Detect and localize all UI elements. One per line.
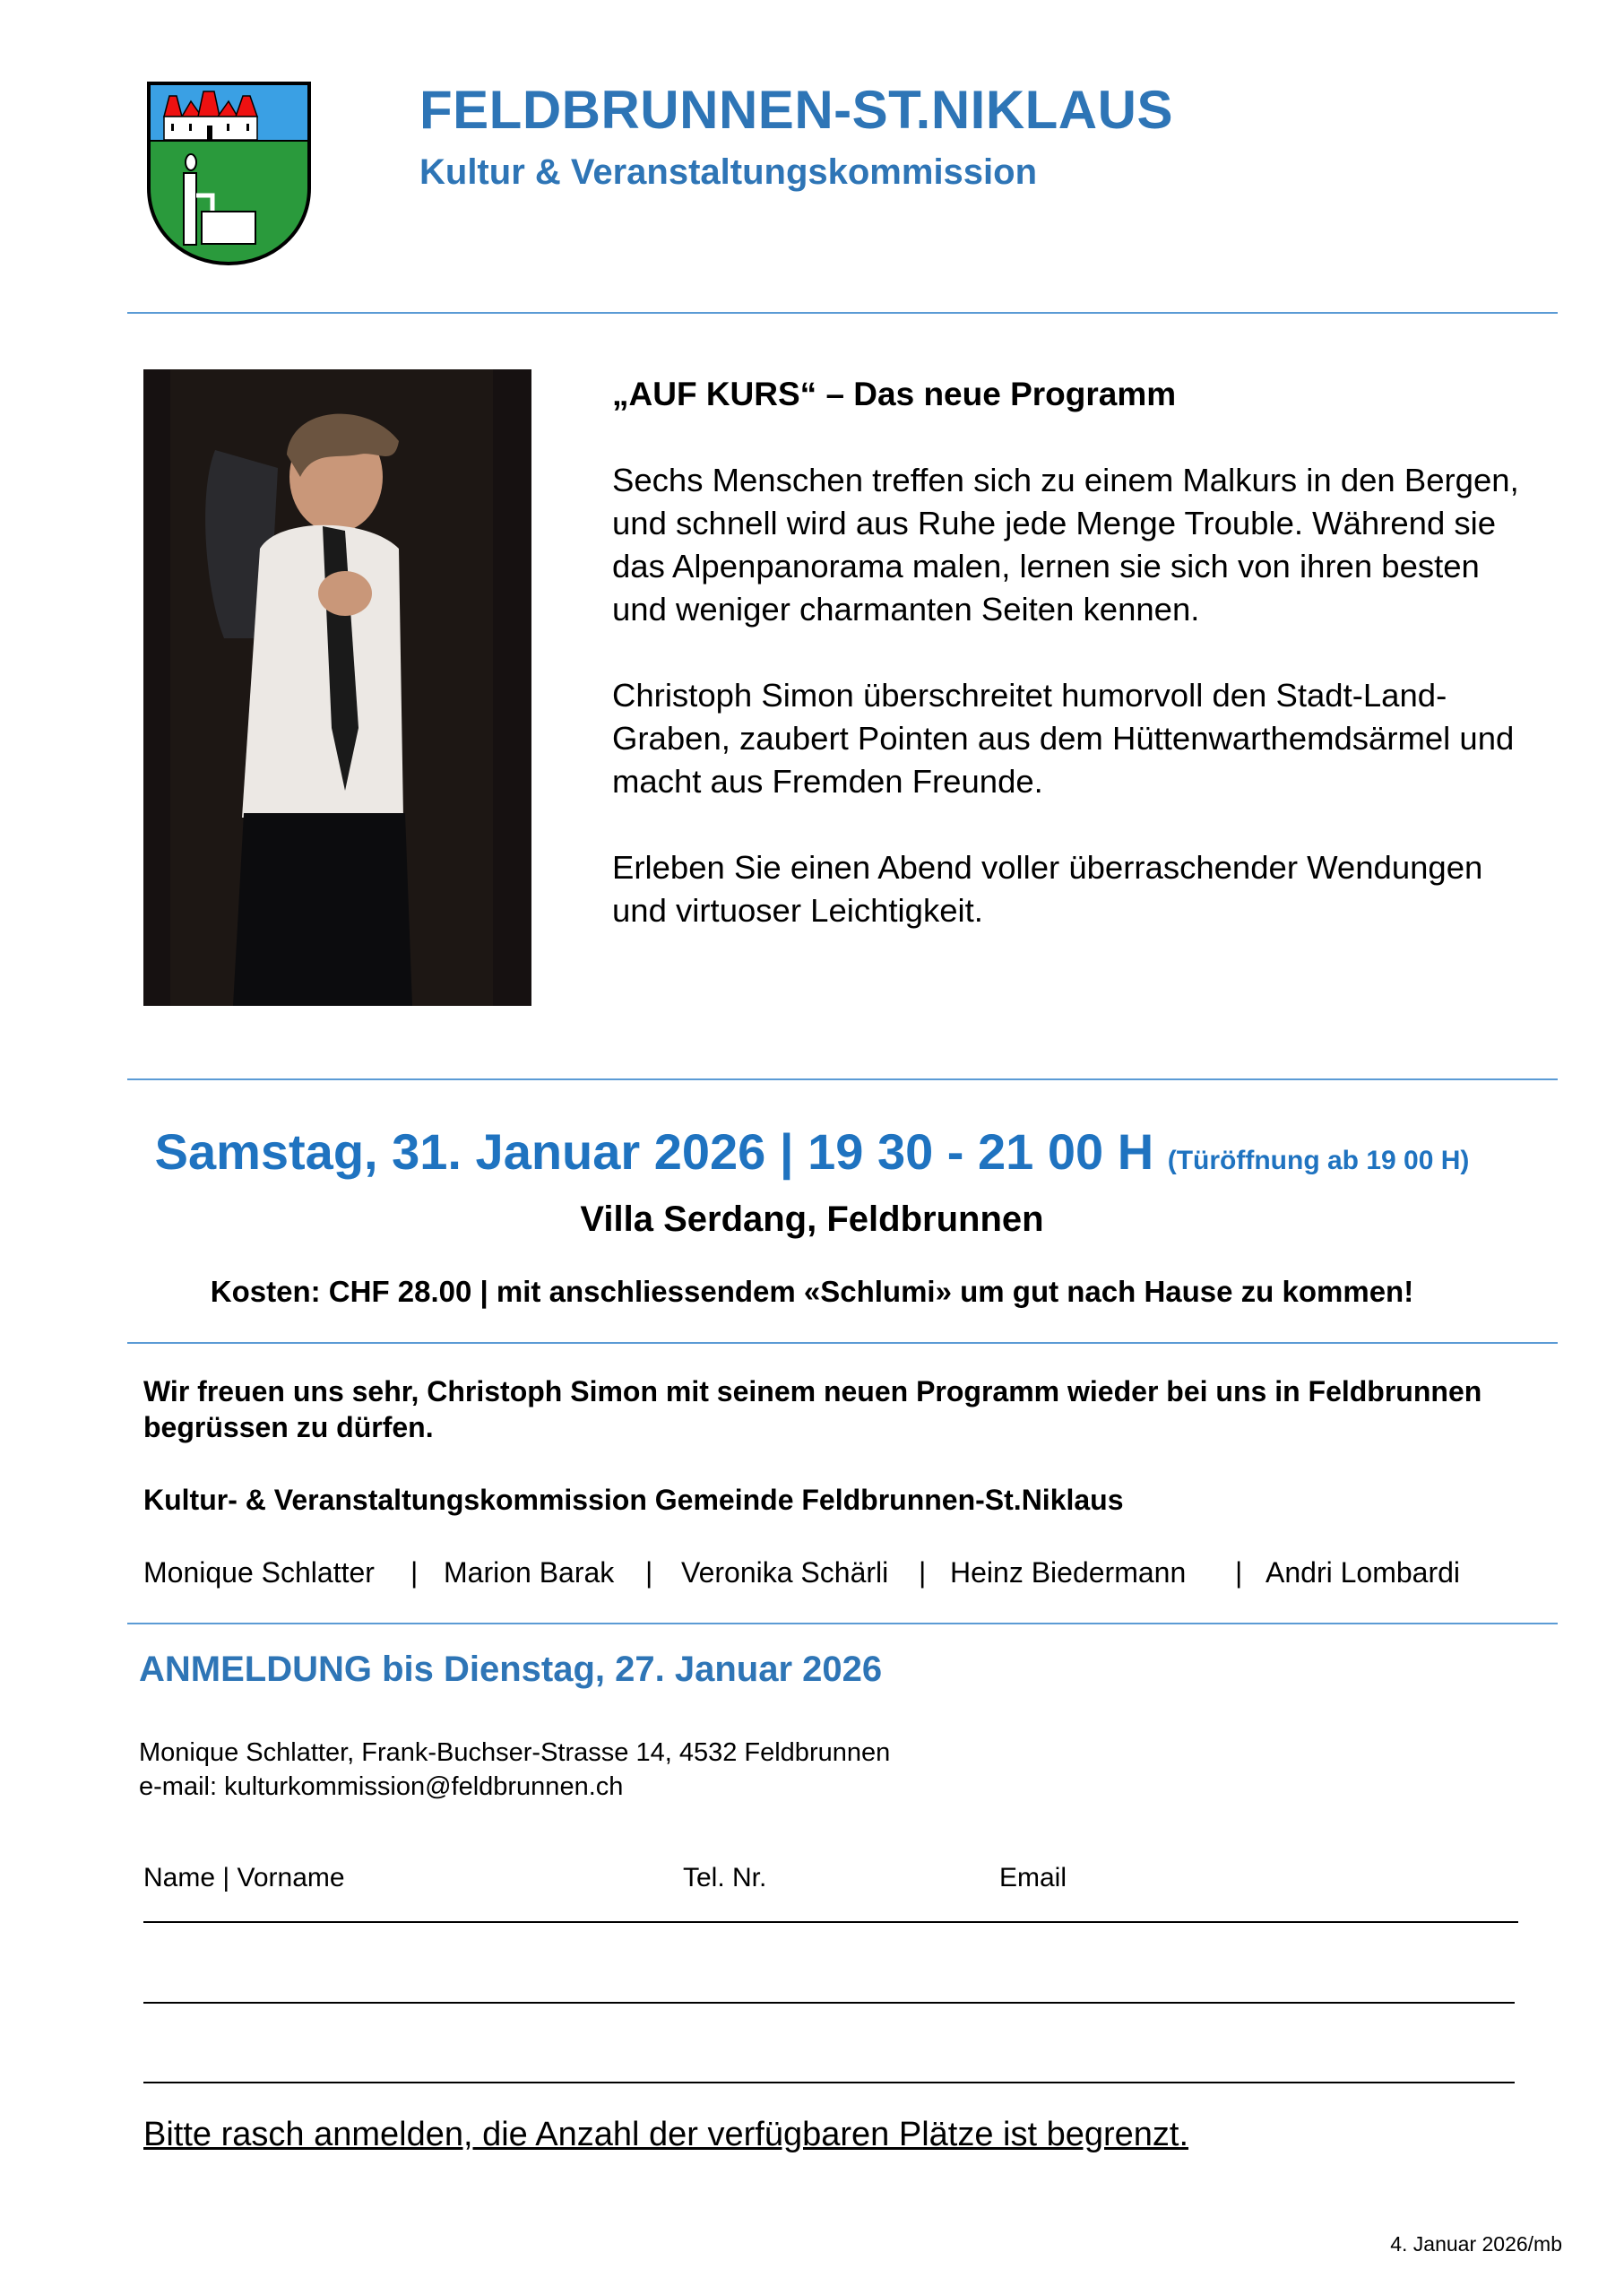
performer-photo [143,369,531,1006]
member-name: Veronika Schärli [681,1556,889,1589]
divider [127,1078,1558,1080]
divider [127,1342,1558,1344]
event-date-time: Samstag, 31. Januar 2026 | 19 30 - 21 00 H [154,1123,1154,1180]
event-venue: Villa Serdang, Feldbrunnen [580,1199,1044,1239]
form-line[interactable] [143,2082,1515,2083]
registration-email: e-mail: kulturkommission@feldbrunnen.ch [139,1772,624,1801]
commission-subtitle: Kultur & Veranstaltungskommission [419,152,1038,192]
program-paragraph: Sechs Menschen treffen sich zu einem Malkurs in den Bergen, und schnell wird aus Ruhe jede Menge Trouble. Während sie das Alpenpanorama malen, lernen sie sich von ihren besten und weniger charmanten Seiten kennen. [612,462,1519,628]
form-label-phone: Tel. Nr. [683,1863,767,1892]
divider [127,1623,1558,1624]
separator: | [1235,1556,1243,1589]
registration-address: Monique Schlatter, Frank-Buchser-Strasse 14, 4532 Feldbrunnen [139,1738,891,1767]
registration-note: Bitte rasch anmelden, die Anzahl der verfügbaren Plätze ist begrenzt. [143,2116,1189,2153]
program-paragraph: Erleben Sie einen Abend voller überraschender Wendungen und virtuoser Leichtigkeit. [612,849,1483,929]
program-paragraph: Christoph Simon überschreitet humorvoll den Stadt-Land-Graben, zaubert Pointen aus dem Hüttenwarthemdsärmel und macht aus Fremden Freunde. [612,677,1515,800]
footer-date: 4. Januar 2026/mb [1390,2232,1562,2256]
program-description [612,373,1526,975]
member-name: Andri Lombardi [1266,1556,1460,1589]
registration-heading: ANMELDUNG bis Dienstag, 27. Januar 2026 [139,1650,883,1689]
form-label-name: Name | Vorname [143,1863,345,1892]
separator: | [645,1556,653,1589]
door-opening: (Türöffnung ab 19 00 H) [1167,1146,1470,1175]
program-heading: „AUF KURS“ – Das neue Programm [612,376,1177,412]
member-name: Heinz Biedermann [950,1556,1187,1589]
event-date [0,1122,1624,1181]
form-label-email: Email [999,1863,1067,1892]
divider [127,312,1558,314]
form-line[interactable] [143,2002,1515,2004]
member-name: Monique Schlatter [143,1556,375,1589]
member-name: Marion Barak [444,1556,615,1589]
registration-contact [139,1736,890,1804]
form-line[interactable] [143,1921,1518,1923]
separator: | [410,1556,419,1589]
welcome-text: Wir freuen uns sehr, Christoph Simon mit seinem neuen Programm wieder bei uns in Feldbrunnen begrüssen zu dürfen. [143,1375,1482,1443]
coat-of-arms-logo [146,81,312,267]
separator: | [919,1556,927,1589]
municipality-title: FELDBRUNNEN-ST.NIKLAUS [419,80,1173,140]
commission-title: Kultur- & Veranstaltungskommission Gemeinde Feldbrunnen-St.Niklaus [143,1484,1124,1516]
event-cost: Kosten: CHF 28.00 | mit anschliessendem «Schlumi» um gut nach Hause zu kommen! [210,1275,1414,1308]
